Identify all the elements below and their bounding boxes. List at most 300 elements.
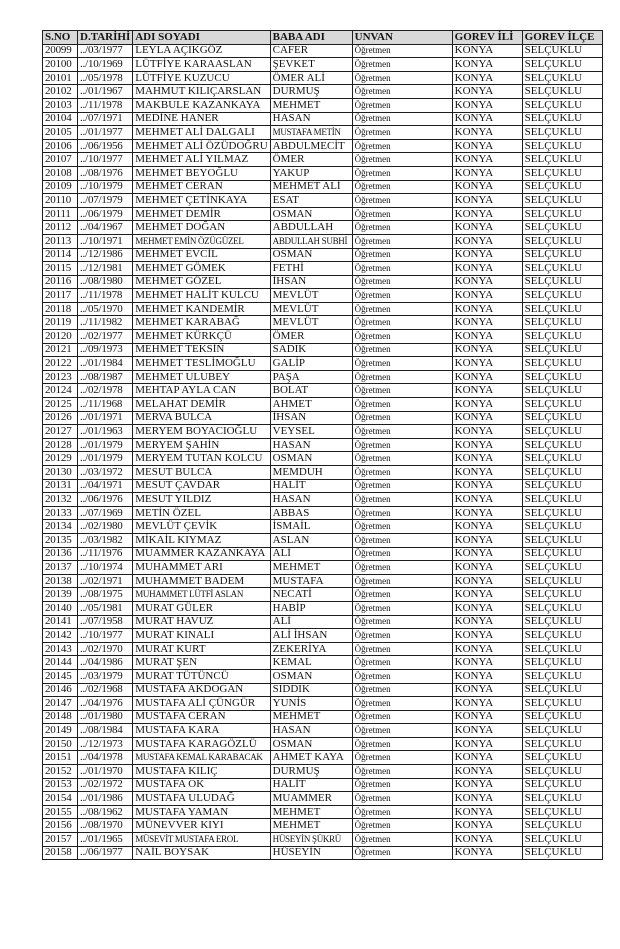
cell-title: Öğretmen — [352, 656, 452, 670]
cell-province: KONYA — [452, 316, 522, 330]
cell-district: SELÇUKLU — [522, 166, 602, 180]
cell-sno: 20113 — [43, 234, 78, 248]
cell-full-name: MURAT KINALI — [133, 629, 270, 643]
col-header-full-name: ADI SOYADI — [133, 31, 270, 45]
cell-province: KONYA — [452, 330, 522, 344]
cell-father-name: AHMET — [270, 398, 352, 412]
cell-full-name: MUSTAFA YAMAN — [133, 805, 270, 819]
cell-province: KONYA — [452, 547, 522, 561]
cell-father-name: MUSTAFA — [270, 574, 352, 588]
cell-sno: 20106 — [43, 139, 78, 153]
cell-title: Öğretmen — [352, 683, 452, 697]
cell-title: Öğretmen — [352, 180, 452, 194]
cell-title: Öğretmen — [352, 778, 452, 792]
cell-province: KONYA — [452, 683, 522, 697]
cell-birth-date: ../10/1969 — [78, 58, 133, 72]
cell-full-name: MURAT ŞEN — [133, 656, 270, 670]
cell-title: Öğretmen — [352, 370, 452, 384]
cell-birth-date: ../11/1968 — [78, 398, 133, 412]
table-row — [43, 615, 603, 629]
cell-title: Öğretmen — [352, 561, 452, 575]
cell-sno: 20100 — [43, 58, 78, 72]
cell-birth-date: ../09/1973 — [78, 343, 133, 357]
cell-birth-date: ../02/1971 — [78, 574, 133, 588]
table-row — [43, 58, 603, 72]
cell-title: Öğretmen — [352, 289, 452, 303]
cell-sno: 20135 — [43, 533, 78, 547]
header-row — [43, 31, 603, 45]
cell-sno: 20115 — [43, 262, 78, 276]
cell-birth-date: ../11/1982 — [78, 316, 133, 330]
cell-full-name: MEHMET GÖZEL — [133, 275, 270, 289]
table-row — [43, 506, 603, 520]
col-header-province: GOREV İLİ — [452, 31, 522, 45]
cell-province: KONYA — [452, 833, 522, 847]
cell-sno: 20111 — [43, 207, 78, 221]
table-row — [43, 520, 603, 534]
cell-district: SELÇUKLU — [522, 234, 602, 248]
cell-title: Öğretmen — [352, 425, 452, 439]
cell-province: KONYA — [452, 425, 522, 439]
cell-district: SELÇUKLU — [522, 588, 602, 602]
table-row — [43, 262, 603, 276]
cell-full-name: MUSTAFA KEMAL KARABACAK — [133, 751, 270, 765]
cell-full-name: MUSTAFA CERAN — [133, 710, 270, 724]
cell-birth-date: ../06/1956 — [78, 139, 133, 153]
cell-birth-date: ../02/1970 — [78, 642, 133, 656]
cell-sno: 20133 — [43, 506, 78, 520]
cell-district: SELÇUKLU — [522, 466, 602, 480]
cell-birth-date: ../02/1972 — [78, 778, 133, 792]
cell-title: Öğretmen — [352, 547, 452, 561]
cell-province: KONYA — [452, 574, 522, 588]
table-row — [43, 778, 603, 792]
cell-father-name: HASAN — [270, 438, 352, 452]
cell-birth-date: ../08/1970 — [78, 819, 133, 833]
cell-full-name: NAİL BOYSAK — [133, 846, 270, 860]
cell-sno: 20158 — [43, 846, 78, 860]
cell-sno: 20144 — [43, 656, 78, 670]
cell-full-name: MUHAMMET BADEM — [133, 574, 270, 588]
cell-birth-date: ../11/1978 — [78, 289, 133, 303]
cell-sno: 20103 — [43, 98, 78, 112]
cell-father-name: GALİP — [270, 357, 352, 371]
table-row — [43, 466, 603, 480]
cell-sno: 20136 — [43, 547, 78, 561]
table-row — [43, 357, 603, 371]
cell-full-name: MEHTAP AYLA CAN — [133, 384, 270, 398]
cell-father-name: ESAT — [270, 194, 352, 208]
table-row — [43, 302, 603, 316]
cell-province: KONYA — [452, 629, 522, 643]
table-row — [43, 194, 603, 208]
table-row — [43, 343, 603, 357]
cell-full-name: MUSTAFA OK — [133, 778, 270, 792]
cell-father-name: MEMDUH — [270, 466, 352, 480]
cell-district: SELÇUKLU — [522, 357, 602, 371]
cell-province: KONYA — [452, 221, 522, 235]
cell-birth-date: ../10/1971 — [78, 234, 133, 248]
cell-sno: 20139 — [43, 588, 78, 602]
cell-title: Öğretmen — [352, 479, 452, 493]
cell-district: SELÇUKLU — [522, 506, 602, 520]
cell-birth-date: ../01/1979 — [78, 452, 133, 466]
cell-sno: 20120 — [43, 330, 78, 344]
cell-district: SELÇUKLU — [522, 126, 602, 140]
cell-sno: 20141 — [43, 615, 78, 629]
cell-father-name: HASAN — [270, 493, 352, 507]
cell-title: Öğretmen — [352, 153, 452, 167]
cell-province: KONYA — [452, 248, 522, 262]
cell-father-name: OSMAN — [270, 669, 352, 683]
cell-title: Öğretmen — [352, 357, 452, 371]
cell-title: Öğretmen — [352, 234, 452, 248]
cell-father-name: FETHİ — [270, 262, 352, 276]
cell-birth-date: ../01/1967 — [78, 85, 133, 99]
cell-sno: 20101 — [43, 71, 78, 85]
cell-father-name: MEHMET — [270, 819, 352, 833]
cell-district: SELÇUKLU — [522, 561, 602, 575]
cell-full-name: MUSTAFA ALİ ÇÜNGÜR — [133, 697, 270, 711]
cell-father-name: DURMUŞ — [270, 765, 352, 779]
cell-district: SELÇUKLU — [522, 656, 602, 670]
cell-birth-date: ../12/1981 — [78, 262, 133, 276]
cell-sno: 20099 — [43, 44, 78, 58]
cell-district: SELÇUKLU — [522, 642, 602, 656]
cell-father-name: OSMAN — [270, 207, 352, 221]
cell-province: KONYA — [452, 561, 522, 575]
table-row — [43, 384, 603, 398]
table-row — [43, 574, 603, 588]
cell-birth-date: ../03/1979 — [78, 669, 133, 683]
cell-district: SELÇUKLU — [522, 710, 602, 724]
cell-father-name: DURMUŞ — [270, 85, 352, 99]
cell-district: SELÇUKLU — [522, 574, 602, 588]
table-row — [43, 669, 603, 683]
cell-birth-date: ../06/1976 — [78, 493, 133, 507]
cell-district: SELÇUKLU — [522, 792, 602, 806]
cell-full-name: LÜTFİYE KUZUCU — [133, 71, 270, 85]
cell-full-name: MERYEM TUTAN KOLCU — [133, 452, 270, 466]
cell-full-name: MURAT KURT — [133, 642, 270, 656]
cell-father-name: ALİ — [270, 547, 352, 561]
cell-district: SELÇUKLU — [522, 316, 602, 330]
cell-full-name: MEHMET KÜRKÇÜ — [133, 330, 270, 344]
cell-district: SELÇUKLU — [522, 85, 602, 99]
cell-title: Öğretmen — [352, 697, 452, 711]
col-header-sno: S.NO — [43, 31, 78, 45]
cell-father-name: OSMAN — [270, 452, 352, 466]
cell-province: KONYA — [452, 275, 522, 289]
cell-birth-date: ../07/1969 — [78, 506, 133, 520]
cell-sno: 20149 — [43, 724, 78, 738]
cell-full-name: MEHMET TEKSİN — [133, 343, 270, 357]
cell-sno: 20138 — [43, 574, 78, 588]
cell-title: Öğretmen — [352, 207, 452, 221]
cell-sno: 20108 — [43, 166, 78, 180]
cell-sno: 20126 — [43, 411, 78, 425]
cell-father-name: HASAN — [270, 724, 352, 738]
cell-province: KONYA — [452, 778, 522, 792]
cell-district: SELÇUKLU — [522, 302, 602, 316]
cell-sno: 20118 — [43, 302, 78, 316]
cell-province: KONYA — [452, 452, 522, 466]
cell-birth-date: ../08/1984 — [78, 724, 133, 738]
cell-sno: 20129 — [43, 452, 78, 466]
cell-title: Öğretmen — [352, 792, 452, 806]
cell-district: SELÇUKLU — [522, 370, 602, 384]
cell-title: Öğretmen — [352, 126, 452, 140]
cell-birth-date: ../04/1971 — [78, 479, 133, 493]
cell-province: KONYA — [452, 710, 522, 724]
cell-sno: 20153 — [43, 778, 78, 792]
cell-province: KONYA — [452, 493, 522, 507]
cell-title: Öğretmen — [352, 438, 452, 452]
cell-birth-date: ../01/1965 — [78, 833, 133, 847]
cell-district: SELÇUKLU — [522, 44, 602, 58]
cell-full-name: MURAT TÜTÜNCÜ — [133, 669, 270, 683]
cell-district: SELÇUKLU — [522, 112, 602, 126]
col-header-district: GOREV İLÇE — [522, 31, 602, 45]
cell-sno: 20150 — [43, 737, 78, 751]
cell-province: KONYA — [452, 289, 522, 303]
cell-district: SELÇUKLU — [522, 615, 602, 629]
cell-district: SELÇUKLU — [522, 669, 602, 683]
cell-birth-date: ../08/1980 — [78, 275, 133, 289]
cell-father-name: HABİP — [270, 601, 352, 615]
cell-district: SELÇUKLU — [522, 98, 602, 112]
table-row — [43, 166, 603, 180]
cell-father-name: HALİT — [270, 479, 352, 493]
cell-district: SELÇUKLU — [522, 289, 602, 303]
cell-father-name: İHSAN — [270, 275, 352, 289]
cell-sno: 20143 — [43, 642, 78, 656]
cell-district: SELÇUKLU — [522, 697, 602, 711]
cell-birth-date: ../01/1979 — [78, 438, 133, 452]
cell-district: SELÇUKLU — [522, 819, 602, 833]
cell-title: Öğretmen — [352, 58, 452, 72]
cell-sno: 20132 — [43, 493, 78, 507]
cell-province: KONYA — [452, 506, 522, 520]
cell-title: Öğretmen — [352, 302, 452, 316]
cell-title: Öğretmen — [352, 669, 452, 683]
cell-full-name: MURAT HAVUZ — [133, 615, 270, 629]
col-header-title: UNVAN — [352, 31, 452, 45]
cell-sno: 20134 — [43, 520, 78, 534]
cell-province: KONYA — [452, 466, 522, 480]
cell-full-name: MEHMET ALİ ÖZÜDOĞRU — [133, 139, 270, 153]
table-row — [43, 452, 603, 466]
cell-title: Öğretmen — [352, 166, 452, 180]
cell-province: KONYA — [452, 697, 522, 711]
cell-father-name: MEVLÜT — [270, 316, 352, 330]
cell-province: KONYA — [452, 194, 522, 208]
table-row — [43, 85, 603, 99]
teacher-list-table — [42, 30, 603, 860]
cell-father-name: MUSTAFA METİN — [270, 126, 352, 140]
cell-father-name: BOLAT — [270, 384, 352, 398]
col-header-father-name: BABA ADI — [270, 31, 352, 45]
cell-district: SELÇUKLU — [522, 724, 602, 738]
cell-province: KONYA — [452, 805, 522, 819]
cell-full-name: MAHMUT KILIÇARSLAN — [133, 85, 270, 99]
cell-father-name: ÖMER — [270, 153, 352, 167]
cell-sno: 20151 — [43, 751, 78, 765]
cell-sno: 20140 — [43, 601, 78, 615]
cell-father-name: ABBAS — [270, 506, 352, 520]
cell-province: KONYA — [452, 166, 522, 180]
cell-birth-date: ../04/1967 — [78, 221, 133, 235]
cell-province: KONYA — [452, 520, 522, 534]
cell-sno: 20157 — [43, 833, 78, 847]
cell-province: KONYA — [452, 724, 522, 738]
cell-full-name: LÜTFİYE KARAASLAN — [133, 58, 270, 72]
cell-title: Öğretmen — [352, 384, 452, 398]
cell-title: Öğretmen — [352, 452, 452, 466]
table-row — [43, 724, 603, 738]
cell-province: KONYA — [452, 126, 522, 140]
cell-birth-date: ../01/1971 — [78, 411, 133, 425]
cell-father-name: PAŞA — [270, 370, 352, 384]
table-row — [43, 601, 603, 615]
cell-title: Öğretmen — [352, 574, 452, 588]
cell-title: Öğretmen — [352, 275, 452, 289]
cell-full-name: MEHMET KANDEMİR — [133, 302, 270, 316]
cell-district: SELÇUKLU — [522, 139, 602, 153]
cell-title: Öğretmen — [352, 262, 452, 276]
cell-sno: 20110 — [43, 194, 78, 208]
cell-sno: 20109 — [43, 180, 78, 194]
cell-province: KONYA — [452, 343, 522, 357]
cell-full-name: MEHMET HALİT KULCU — [133, 289, 270, 303]
cell-birth-date: ../02/1980 — [78, 520, 133, 534]
table-body — [43, 44, 603, 860]
cell-district: SELÇUKLU — [522, 547, 602, 561]
cell-title: Öğretmen — [352, 98, 452, 112]
cell-sno: 20131 — [43, 479, 78, 493]
cell-district: SELÇUKLU — [522, 384, 602, 398]
cell-title: Öğretmen — [352, 194, 452, 208]
cell-full-name: MEHMET CERAN — [133, 180, 270, 194]
cell-birth-date: ../08/1962 — [78, 805, 133, 819]
table-row — [43, 846, 603, 860]
cell-birth-date: ../01/1980 — [78, 710, 133, 724]
cell-province: KONYA — [452, 357, 522, 371]
cell-district: SELÇUKLU — [522, 180, 602, 194]
cell-full-name: MUSTAFA ULUDAĞ — [133, 792, 270, 806]
cell-province: KONYA — [452, 153, 522, 167]
cell-father-name: SADIK — [270, 343, 352, 357]
cell-title: Öğretmen — [352, 411, 452, 425]
table-row — [43, 370, 603, 384]
cell-district: SELÇUKLU — [522, 479, 602, 493]
cell-birth-date: ../12/1986 — [78, 248, 133, 262]
cell-district: SELÇUKLU — [522, 194, 602, 208]
cell-full-name: MÜSEVİT MUSTAFA EROL — [133, 833, 270, 847]
cell-title: Öğretmen — [352, 330, 452, 344]
cell-birth-date: ../07/1958 — [78, 615, 133, 629]
cell-province: KONYA — [452, 98, 522, 112]
cell-father-name: ASLAN — [270, 533, 352, 547]
cell-father-name: İHSAN — [270, 411, 352, 425]
cell-title: Öğretmen — [352, 44, 452, 58]
cell-birth-date: ../05/1981 — [78, 601, 133, 615]
cell-sno: 20128 — [43, 438, 78, 452]
cell-sno: 20121 — [43, 343, 78, 357]
cell-full-name: MERVA BULCA — [133, 411, 270, 425]
cell-district: SELÇUKLU — [522, 805, 602, 819]
cell-birth-date: ../10/1977 — [78, 153, 133, 167]
cell-title: Öğretmen — [352, 343, 452, 357]
cell-birth-date: ../12/1973 — [78, 737, 133, 751]
cell-district: SELÇUKLU — [522, 533, 602, 547]
cell-full-name: MEDİNE HANER — [133, 112, 270, 126]
cell-sno: 20104 — [43, 112, 78, 126]
cell-birth-date: ../08/1976 — [78, 166, 133, 180]
table-row — [43, 98, 603, 112]
cell-district: SELÇUKLU — [522, 262, 602, 276]
cell-title: Öğretmen — [352, 520, 452, 534]
cell-district: SELÇUKLU — [522, 425, 602, 439]
cell-full-name: MEHMET EMİN ÖZÜGÜZEL — [133, 234, 270, 248]
cell-sno: 20152 — [43, 765, 78, 779]
cell-district: SELÇUKLU — [522, 398, 602, 412]
cell-full-name: MELAHAT DEMİR — [133, 398, 270, 412]
cell-province: KONYA — [452, 792, 522, 806]
cell-district: SELÇUKLU — [522, 452, 602, 466]
cell-sno: 20127 — [43, 425, 78, 439]
cell-birth-date: ../07/1971 — [78, 112, 133, 126]
cell-title: Öğretmen — [352, 629, 452, 643]
cell-full-name: MEHMET DOĞAN — [133, 221, 270, 235]
table-row — [43, 153, 603, 167]
cell-district: SELÇUKLU — [522, 846, 602, 860]
cell-title: Öğretmen — [352, 316, 452, 330]
cell-full-name: LEYLA AÇIKGÖZ — [133, 44, 270, 58]
cell-province: KONYA — [452, 384, 522, 398]
cell-father-name: ALİ İHSAN — [270, 629, 352, 643]
cell-province: KONYA — [452, 234, 522, 248]
cell-birth-date: ../10/1979 — [78, 180, 133, 194]
cell-province: KONYA — [452, 398, 522, 412]
cell-full-name: MEHMET EVCİL — [133, 248, 270, 262]
cell-province: KONYA — [452, 615, 522, 629]
cell-district: SELÇUKLU — [522, 330, 602, 344]
table-row — [43, 805, 603, 819]
cell-province: KONYA — [452, 533, 522, 547]
cell-sno: 20148 — [43, 710, 78, 724]
cell-birth-date: ../05/1978 — [78, 71, 133, 85]
table-row — [43, 330, 603, 344]
cell-full-name: MEHMET DEMİR — [133, 207, 270, 221]
table-row — [43, 751, 603, 765]
cell-province: KONYA — [452, 737, 522, 751]
cell-father-name: OSMAN — [270, 248, 352, 262]
table-row — [43, 438, 603, 452]
cell-sno: 20123 — [43, 370, 78, 384]
cell-full-name: METİN ÖZEL — [133, 506, 270, 520]
cell-birth-date: ../01/1977 — [78, 126, 133, 140]
table-row — [43, 425, 603, 439]
cell-father-name: SIDDIK — [270, 683, 352, 697]
cell-province: KONYA — [452, 411, 522, 425]
cell-title: Öğretmen — [352, 112, 452, 126]
cell-title: Öğretmen — [352, 724, 452, 738]
cell-title: Öğretmen — [352, 833, 452, 847]
cell-full-name: MERYEM ŞAHİN — [133, 438, 270, 452]
cell-father-name: MUAMMER — [270, 792, 352, 806]
cell-title: Öğretmen — [352, 588, 452, 602]
